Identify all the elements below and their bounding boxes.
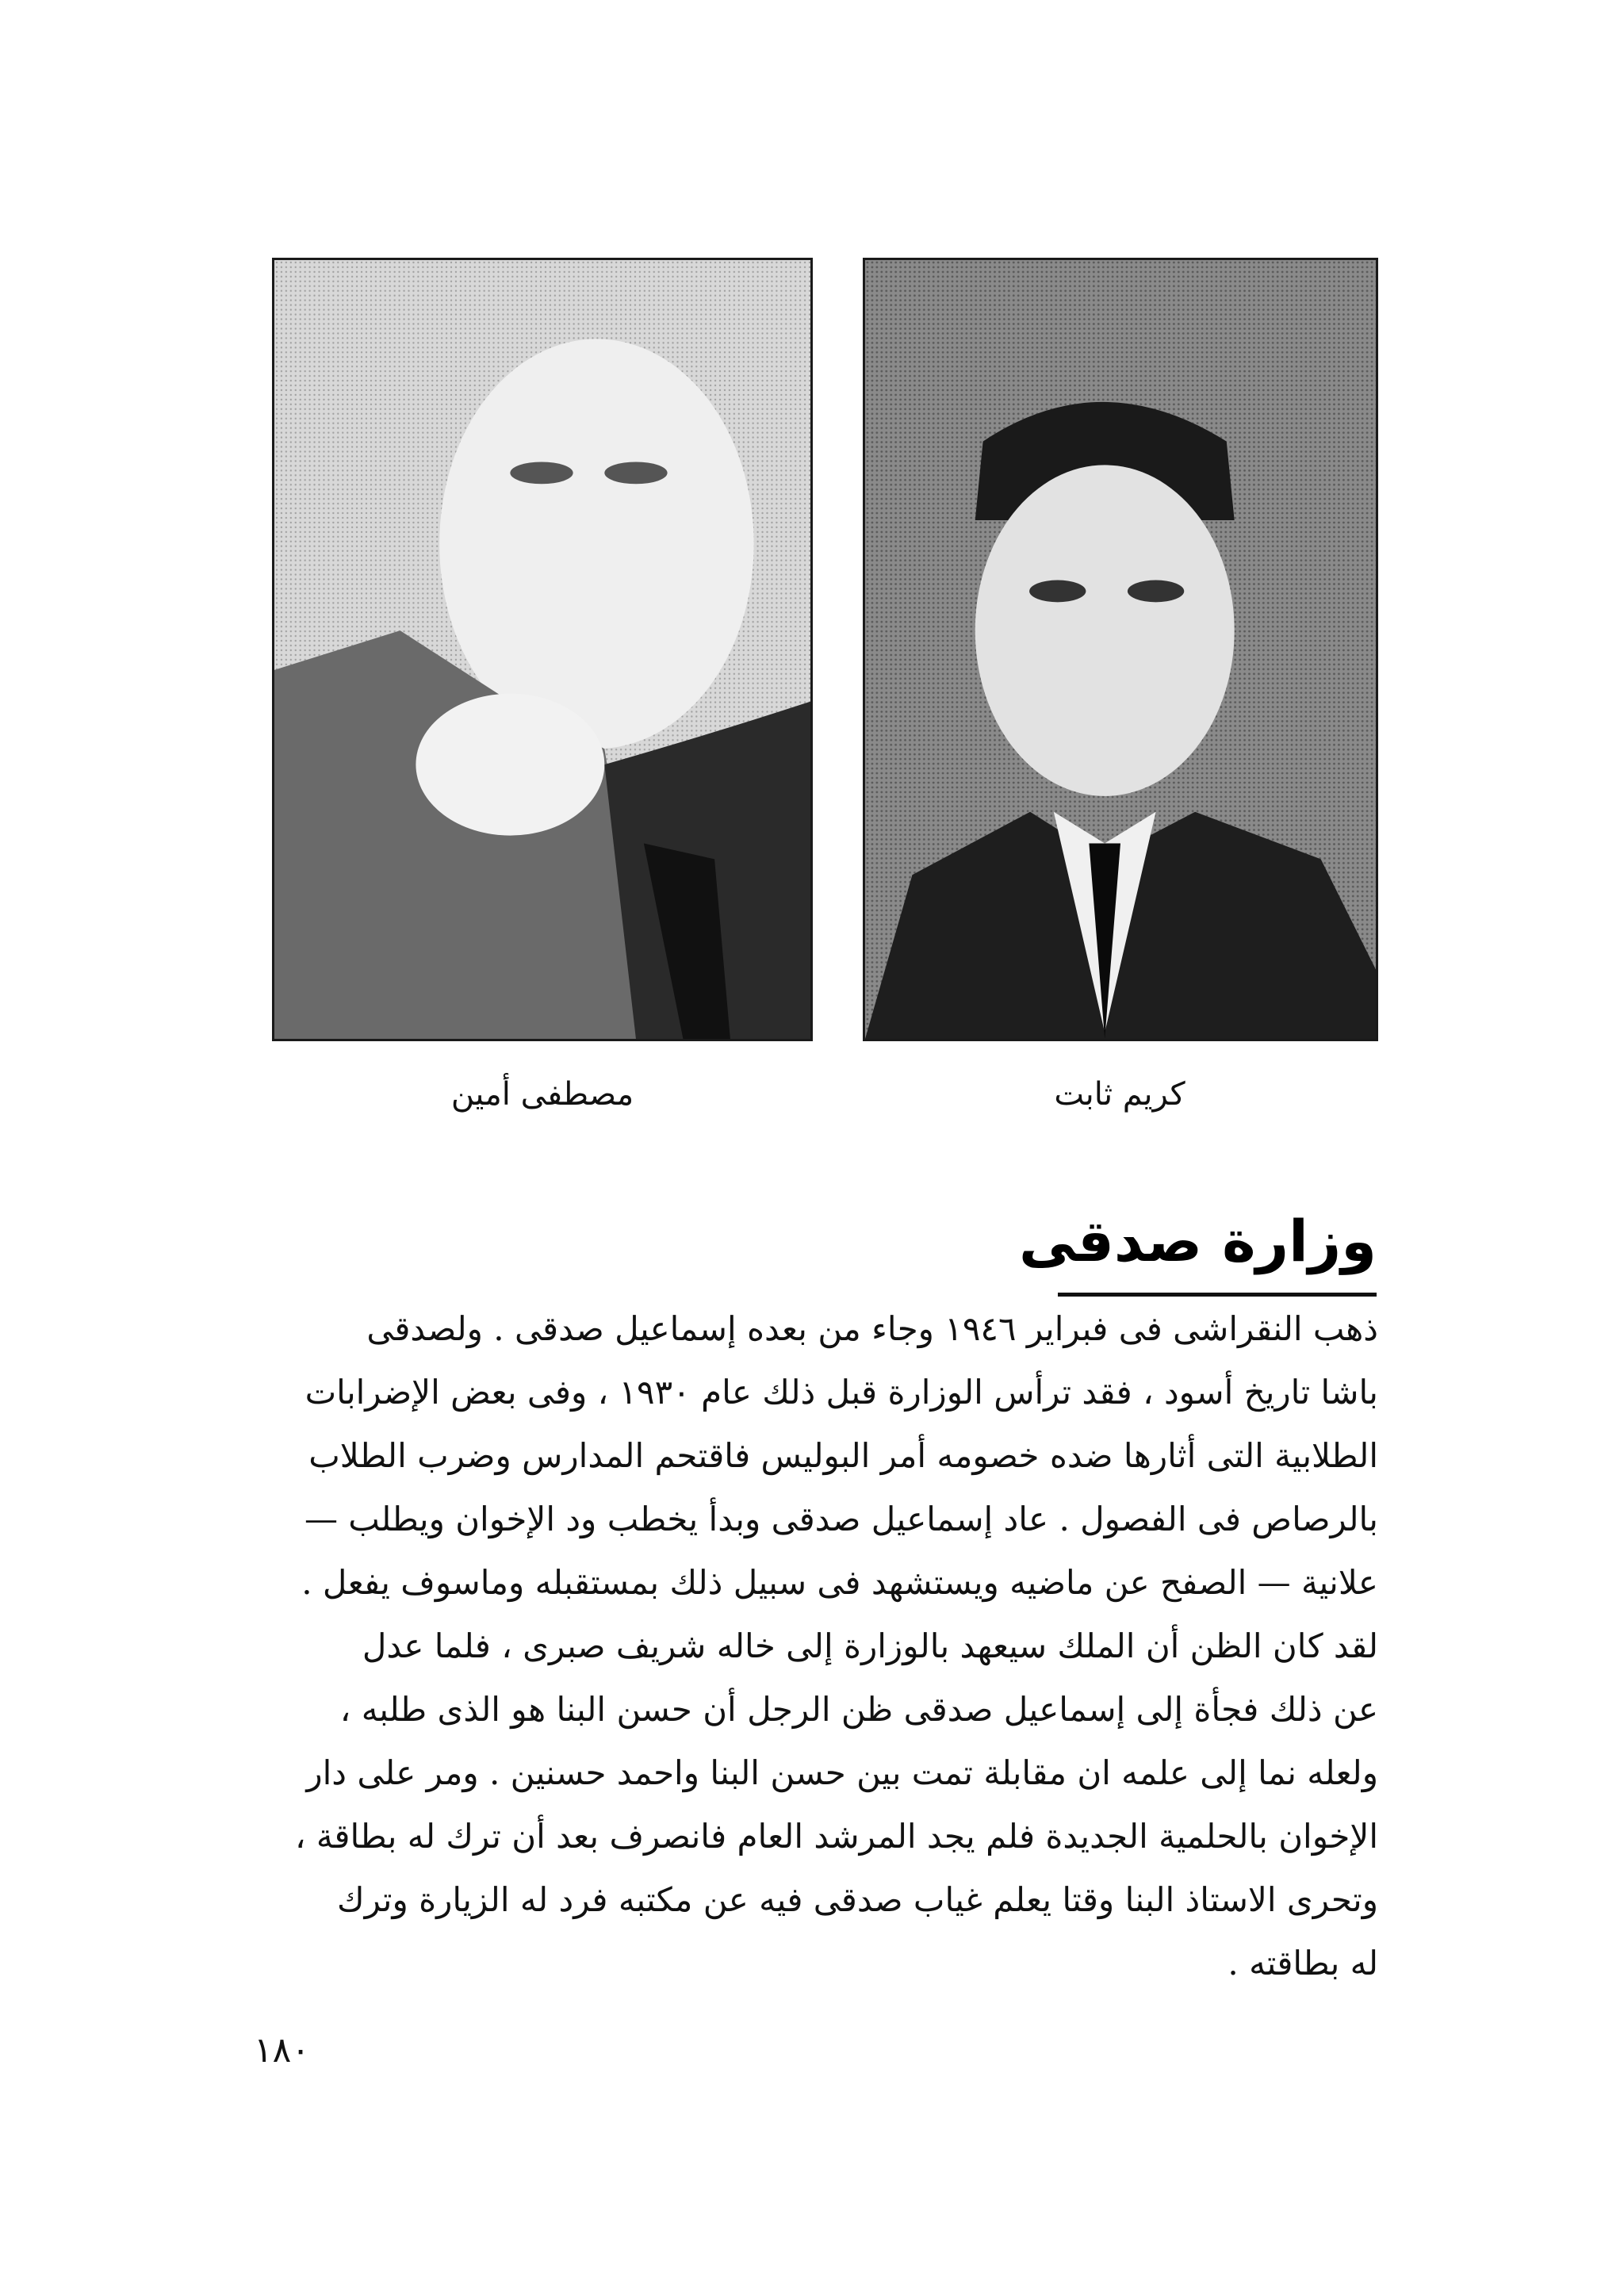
body-line: ولعله نما إلى علمه ان مقابلة تمت بين حسن البنا واحمد حسنين . ومر على دار [306, 1753, 1378, 1792]
body-line: بالرصاص فى الفصول . عاد إسماعيل صدقى وبدأ يخطب ود الإخوان ويطلب — [304, 1500, 1378, 1538]
portrait-image-left [274, 260, 810, 1039]
body-line: الطلابية التى أثارها ضده خصومه أمر البوليس فاقتحم المدارس وضرب الطلاب [308, 1436, 1378, 1475]
portrait-image-right [865, 260, 1376, 1039]
portrait-photo-right [863, 258, 1378, 1041]
body-line: لقد كان الظن أن الملك سيعهد بالوزارة إلى خاله شريف صبرى ، فلما عدل [362, 1626, 1378, 1665]
section-title: وزارة صدقى [1018, 1208, 1377, 1274]
body-line: علانية — الصفح عن ماضيه ويستشهد فى سبيل ذلك بمستقبله وماسوف يفعل . [301, 1563, 1378, 1602]
body-line: باشا تاريخ أسود ، فقد ترأس الوزارة قبل ذلك عام ١٩٣٠ ، وفى بعض الإضرابات [304, 1373, 1378, 1412]
photo-caption-right: كريم ثابت [1054, 1076, 1185, 1113]
body-line: له بطاقته . [1228, 1944, 1378, 1983]
body-paragraph [262, 1297, 1378, 1995]
title-underline [1058, 1293, 1377, 1297]
photo-caption-left: مصطفى أمين [450, 1076, 634, 1113]
body-line: وتحرى الاستاذ البنا وقتا يعلم غياب صدقى فيه عن مكتبه فرد له الزيارة وترك [337, 1880, 1378, 1919]
body-line: عن ذلك فجأة إلى إسماعيل صدقى ظن الرجل أن حسن البنا هو الذى طلبه ، [339, 1690, 1378, 1729]
page-number: ١٨٠ [254, 2030, 310, 2071]
body-line: ذهب النقراشى فى فبراير ١٩٤٦ وجاء من بعده إسماعيل صدقى . ولصدقى [366, 1309, 1378, 1348]
body-line: الإخوان بالحلمية الجديدة فلم يجد المرشد العام فانصرف بعد أن ترك له بطاقة ، [294, 1817, 1378, 1856]
portrait-photo-left [272, 258, 813, 1041]
